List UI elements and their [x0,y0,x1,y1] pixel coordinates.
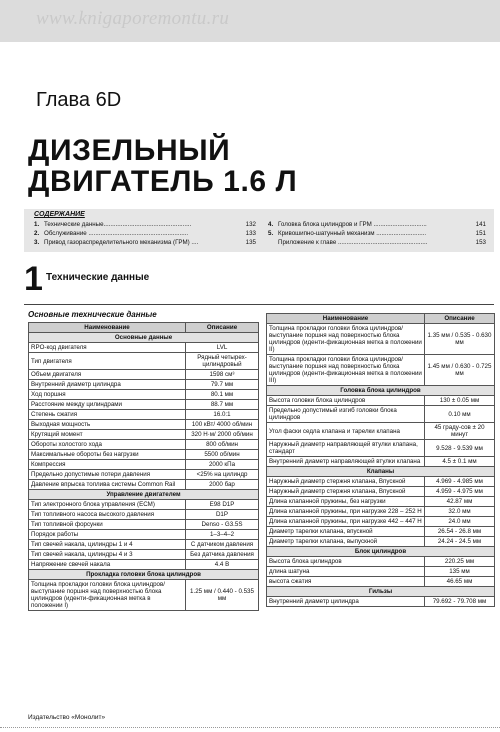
specs-table-right [266,313,495,607]
spec-name: Длина клапанной пружины, при нагрузке 228 – 252 Н [267,507,425,517]
spec-value: 79.7 мм [186,380,259,390]
table-row [29,420,259,430]
spec-name: Угол фаски седла клапана и тарелки клапана [267,423,425,440]
toc-entry-number: 5. [268,230,274,237]
spec-name: Тип электронного блока управления (ECM) [29,500,186,510]
spec-value: 0.10 мм [425,406,495,423]
table-row [267,440,495,457]
spec-value: 24.0 мм [425,517,495,527]
toc-entry [34,229,256,238]
spec-value: 32.0 мм [425,507,495,517]
spec-value: 800 об/мин [186,440,259,450]
toc-entry [34,238,256,247]
spec-value: Рядный четырех-цилиндровый [186,353,259,370]
spec-value: 100 кВт/ 4000 об/мин [186,420,259,430]
spec-name: Наружный диаметр стержня клапана, Впускной [267,487,425,497]
spec-value: 2000 бар [186,480,259,490]
spec-value: E98 D1P [186,500,259,510]
toc-entry-number: 3. [34,239,40,246]
spec-name: Длина клапанной пружины, без нагрузки [267,497,425,507]
spec-value: 4.959 - 4.975 мм [425,487,495,497]
spec-value: 1.25 мм / 0.440 - 0.535 мм [186,580,259,611]
table-row [267,406,495,423]
column-header-name: Наименование [267,314,425,324]
group-heading: Блок цилиндров [267,547,495,557]
toc-entry-title: Кривошипно-шатунный механизм ............................. [278,230,427,237]
group-heading: Гильзы [267,587,495,597]
spec-value: Denso - G3.5S [186,520,259,530]
table-row [29,580,259,611]
spec-value: 320 Н·м/ 2000 об/мин [186,430,259,440]
toc-entry [34,220,256,229]
spec-name: Выходная мощность [29,420,186,430]
table-row [267,355,495,386]
table-row [29,510,259,520]
group-heading: Прокладка головки блока цилиндров [29,570,259,580]
table-row [29,530,259,540]
spec-name: Высота головки блока цилиндров [267,396,425,406]
spec-value: 220.25 мм [425,557,495,567]
toc-entry-title: Головка блока цилиндров и ГРМ ............................... [278,221,427,228]
toc-entry [268,229,486,238]
table-row [267,597,495,607]
spec-name: Объем двигателя [29,370,186,380]
table-group-row [29,570,259,580]
spec-name: RPO-код двигателя [29,343,186,353]
spec-name: Толщина прокладки головки блока цилиндров/выступание поршня над поверхностью блока цилиндров (иденти-фикационная метка в положении II) [267,324,425,355]
table-row [29,540,259,550]
subsection-title: Основные технические данные [28,310,157,319]
spec-name: Длина клапанной пружины, при нагрузке 442 – 447 Н [267,517,425,527]
spec-name: Высота блока цилиндров [267,557,425,567]
footer-line [0,727,500,728]
spec-name: Максимальные обороты без нагрузки [29,450,186,460]
table-row [29,460,259,470]
spec-value: 4.4 В [186,560,259,570]
table-row [29,440,259,450]
toc-entry-number: 2. [34,230,40,237]
spec-name: Внутренний диаметр направляющей втулки клапана [267,457,425,467]
spec-name: высота сжатия [267,577,425,587]
table-row [267,477,495,487]
group-heading: Основные данные [29,333,259,343]
publisher-footer: Издательство «Монолит» [28,714,106,721]
table-row [267,557,495,567]
spec-value: <25% на цилиндр [186,470,259,480]
section-divider [24,304,494,305]
spec-value: LVL [186,343,259,353]
spec-value: 135 мм [425,567,495,577]
toc-entry-page: 153 [475,239,486,246]
table-group-row [267,386,495,396]
spec-name: Наружный диаметр стержня клапана, Впускной [267,477,425,487]
column-header-name: Наименование [29,323,186,333]
toc-entry-title: Приложение к главе .................................................... [278,239,428,246]
toc-left-column [34,220,256,247]
toc-entry [268,220,486,229]
spec-name: длина шатуна [267,567,425,577]
spec-value: 42.87 мм [425,497,495,507]
spec-name: Диаметр тарелки клапана, выпускной [267,537,425,547]
spec-value: 26.54 - 26.8 мм [425,527,495,537]
table-row [267,487,495,497]
spec-value: 4.5 ± 0.1 мм [425,457,495,467]
table-row [29,450,259,460]
section-number: 1 [24,260,43,298]
table-row [29,480,259,490]
spec-value: 5500 об/мин [186,450,259,460]
table-row [267,537,495,547]
table-row [267,497,495,507]
table-of-contents [24,209,494,252]
table-row [29,560,259,570]
table-row [267,324,495,355]
spec-name: Обороты холостого хода [29,440,186,450]
column-header-description: Описание [425,314,495,324]
table-row [29,550,259,560]
watermark: www.knigaporemontu.ru [36,8,230,29]
spec-value: 130 ± 0.05 мм [425,396,495,406]
toc-entry-title: Технические данные................................................... [44,221,192,228]
toc-entry-page: 135 [245,239,256,246]
spec-name: Диаметр тарелки клапана, впускной [267,527,425,537]
spec-name: Тип топливного насоса высокого давления [29,510,186,520]
table-row [29,353,259,370]
spec-value: 1.45 мм / 0.630 - 0.725 мм [425,355,495,386]
toc-entry-title: Привод газораспределительного механизма (ГРМ) .... [44,239,199,246]
toc-entry-number [268,238,278,247]
spec-name: Тип свечей накала, цилиндры 4 и 3 [29,550,186,560]
spec-value: 88.7 мм [186,400,259,410]
toc-entry-page: 133 [245,230,256,237]
toc-entry-title: Обслуживание .......................................................... [44,230,189,237]
chapter-title-line-2: ДВИГАТЕЛЬ 1.6 Л [28,165,298,198]
table-row [267,423,495,440]
table-row [29,430,259,440]
spec-name: Внутренний диаметр цилиндра [29,380,186,390]
toc-entry [268,238,486,247]
table-row [29,343,259,353]
spec-value: С датчиком давления [186,540,259,550]
spec-name: Компрессия [29,460,186,470]
toc-entry-page: 151 [475,230,486,237]
spec-name: Предельно допустимые потери давления [29,470,186,480]
chapter-title-line-1: ДИЗЕЛЬНЫЙ [28,134,231,167]
spec-value: 16.0:1 [186,410,259,420]
table-row [29,380,259,390]
spec-name: Толщина прокладки головки блока цилиндров/выступание поршня над поверхностью блока цилиндров (иденти-фикационная метка в положении I) [29,580,186,611]
spec-name: Расстояние между цилиндрами [29,400,186,410]
table-group-row [267,467,495,477]
spec-name: Тип двигателя [29,353,186,370]
table-row [267,567,495,577]
table-row [267,457,495,467]
page-header-band [0,0,500,42]
spec-value: 4.969 - 4.985 мм [425,477,495,487]
toc-label: СОДЕРЖАНИЕ [34,211,85,218]
table-row [29,520,259,530]
table-row [267,517,495,527]
table-row [29,370,259,380]
spec-name: Предельно допустимый изгиб головки блока цилиндров [267,406,425,423]
table-row [267,396,495,406]
spec-value: 45 граду-сов ± 20 минут [425,423,495,440]
group-heading: Головка блока цилиндров [267,386,495,396]
spec-name: Наружный диаметр направляющей втулки клапана, стандарт [267,440,425,457]
spec-name: Ход поршня [29,390,186,400]
table-group-row [29,490,259,500]
spec-name: Толщина прокладки головки блока цилиндров/выступание поршня над поверхностью блока цилиндров (иденти-фикационная метка в положении III) [267,355,425,386]
toc-entry-number: 4. [268,221,274,228]
table-row [29,400,259,410]
spec-name: Тип топливной форсунки [29,520,186,530]
table-group-row [267,587,495,597]
group-heading: Клапаны [267,467,495,477]
table-group-row [267,547,495,557]
table-row [267,527,495,537]
spec-value: 1598 см³ [186,370,259,380]
table-group-row [29,333,259,343]
table-row [29,410,259,420]
table-row [29,390,259,400]
column-header-description: Описание [186,323,259,333]
spec-name: Тип свечей накала, цилиндры 1 и 4 [29,540,186,550]
spec-value: 24.24 - 24.5 мм [425,537,495,547]
spec-value: 1.35 мм / 0.535 - 0.630 мм [425,324,495,355]
toc-entry-page: 141 [475,221,486,228]
spec-value: D1P [186,510,259,520]
table-row [267,507,495,517]
spec-name: Напряжение свечей накала [29,560,186,570]
section-title: Технические данные [46,272,150,283]
table-row [267,577,495,587]
spec-value: 2000 кПа [186,460,259,470]
spec-name: Внутренний диаметр цилиндра [267,597,425,607]
group-heading: Управление двигателем [29,490,259,500]
toc-entry-page: 132 [245,221,256,228]
specs-table-left [28,322,259,611]
table-row [29,500,259,510]
chapter-label: Глава 6D [36,89,122,111]
spec-value: 1–3–4–2 [186,530,259,540]
spec-name: Порядок работы [29,530,186,540]
spec-value: Без датчика давления [186,550,259,560]
spec-value: 79.692 - 79.708 мм [425,597,495,607]
toc-right-column [268,220,486,247]
spec-value: 46.65 мм [425,577,495,587]
spec-value: 9.528 - 9.539 мм [425,440,495,457]
spec-name: Степень сжатия [29,410,186,420]
table-row [29,470,259,480]
spec-value: 80.1 мм [186,390,259,400]
spec-name: Крутящий момент [29,430,186,440]
chapter-title [28,135,297,197]
spec-name: Давление впрыска топлива системы Common Rail [29,480,186,490]
toc-entry-number: 1. [34,221,40,228]
